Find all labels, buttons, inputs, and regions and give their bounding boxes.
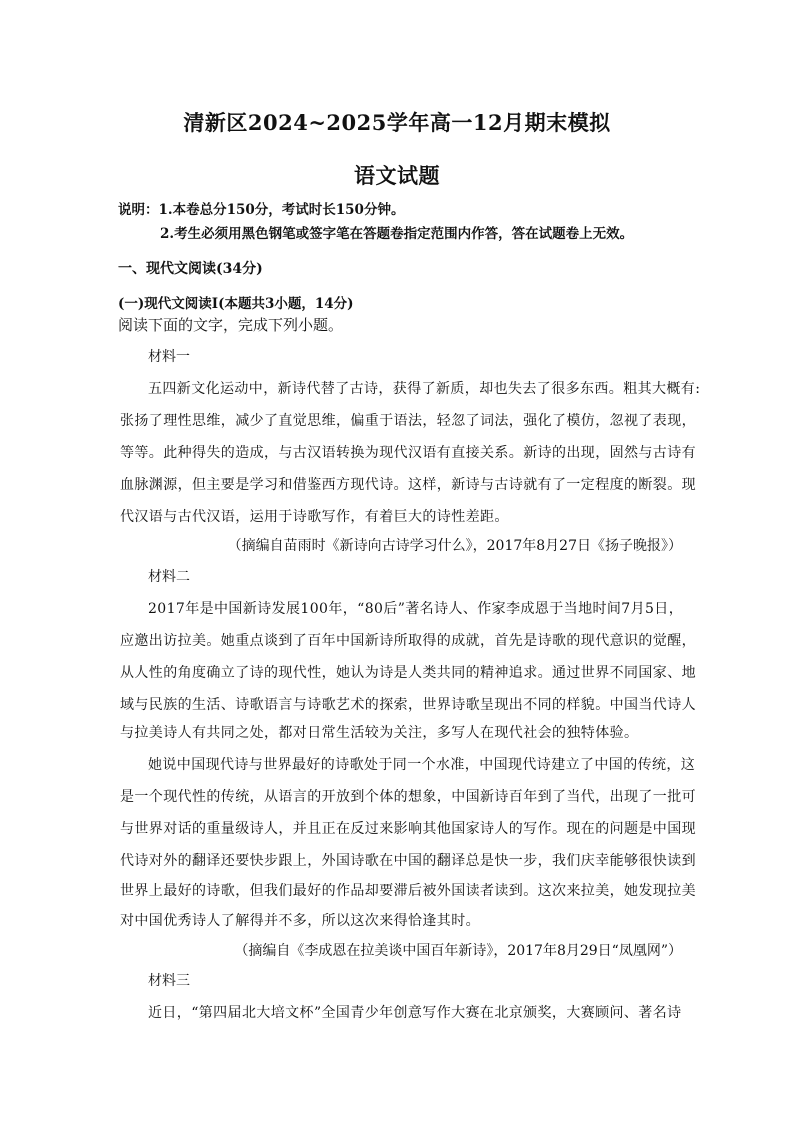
notes-line-2: 2.考生必须用黑色钢笔或签字笔在答题卷指定范围内作答，答在试题卷上无效。 (160, 226, 634, 242)
material-2-line: 域与民族的生活、诗歌语言与诗歌艺术的探索，世界诗歌呈现出不同的样貌。中国当代诗人 (120, 697, 696, 713)
material-3-label: 材料三 (148, 973, 190, 989)
material-1-line: 五四新文化运动中，新诗代替了古诗，获得了新质，却也失去了很多东西。粗其大概有: (148, 381, 701, 397)
material-1-line: 代汉语与古代汉语，运用于诗歌写作，有着巨大的诗性差距。 (120, 509, 509, 525)
material-1-line: 张扬了理性思维，减少了直觉思维，偏重于语法，轻忽了词法，强化了模仿，忽视了表现， (120, 413, 696, 429)
material-1-label: 材料一 (148, 349, 190, 365)
material-2-line: 从人性的角度确立了诗的现代性，她认为诗是人类共同的精神追求。通过世界不同国家、地 (120, 665, 696, 681)
material-2-line: 应邀出访拉美。她重点谈到了百年中国新诗所取得的成就，首先是诗歌的现代意识的觉醒， (120, 633, 696, 649)
material-2-line: 2017年是中国新诗发展100年，“80后”著名诗人、作家李成恩于当地时间7月5日， (148, 601, 684, 617)
material-1-line: 血脉渊源，但主要是学习和借鉴西方现代诗。这样，新诗与古诗就有了一定程度的断裂。现 (120, 477, 696, 493)
material-1-line: 等等。此种得失的造成，与古汉语转换为现代汉语有直接关系。新诗的出现，固然与古诗有 (120, 445, 696, 461)
notes-line-1: 说明：1.本卷总分150分，考试时长150分钟。 (118, 202, 405, 218)
material-2-line: 与拉美诗人有共同之处，都对日常生活较为关注，多写人在现代社会的独特体验。 (120, 725, 639, 741)
sub-section-heading: (一)现代文阅读Ⅰ(本题共3小题，14分) (118, 296, 354, 312)
reading-instruction: 阅读下面的文字，完成下列小题。 (118, 316, 344, 334)
material-3-line: 近日，“第四届北大培文杯”全国青少年创意写作大赛在北京颁奖，大赛顾问、著名诗 (148, 1005, 682, 1021)
material-2-label: 材料二 (148, 569, 190, 585)
section-heading: 一、现代文阅读(34分) (118, 261, 263, 277)
material-2-line: 对中国优秀诗人了解得并不多，所以这次来得恰逢其时。 (120, 913, 480, 929)
material-2-line: 她说中国现代诗与世界最好的诗歌处于同一个水准，中国现代诗建立了中国的传统，这 (148, 757, 696, 773)
material-1-source: （摘编自苗雨时《新诗向古诗学习什么》，2017年8月27日《扬子晚报》） (227, 538, 682, 554)
material-2-line: 是一个现代性的传统，从语言的开放到个体的想象，中国新诗百年到了当代，出现了一批可 (120, 789, 696, 805)
material-2-source: （摘编自《李成恩在拉美谈中国百年新诗》，2017年8月29日“凤凰网”） (234, 943, 682, 959)
exam-title: 清新区2024~2025学年高一12月期末模拟 (183, 110, 611, 135)
material-2-line: 与世界对话的重量级诗人，并且正在反过来影响其他国家诗人的写作。现在的问题是中国现 (120, 821, 696, 837)
exam-subtitle: 语文试题 (354, 163, 440, 188)
material-2-line: 代诗对外的翻译还要快步跟上，外国诗歌在中国的翻译总是快一步，我们庆幸能够很快读到 (120, 853, 696, 869)
material-2-line: 世界上最好的诗歌，但我们最好的作品却要滞后被外国读者读到。这次来拉美，她发现拉美 (120, 883, 696, 899)
